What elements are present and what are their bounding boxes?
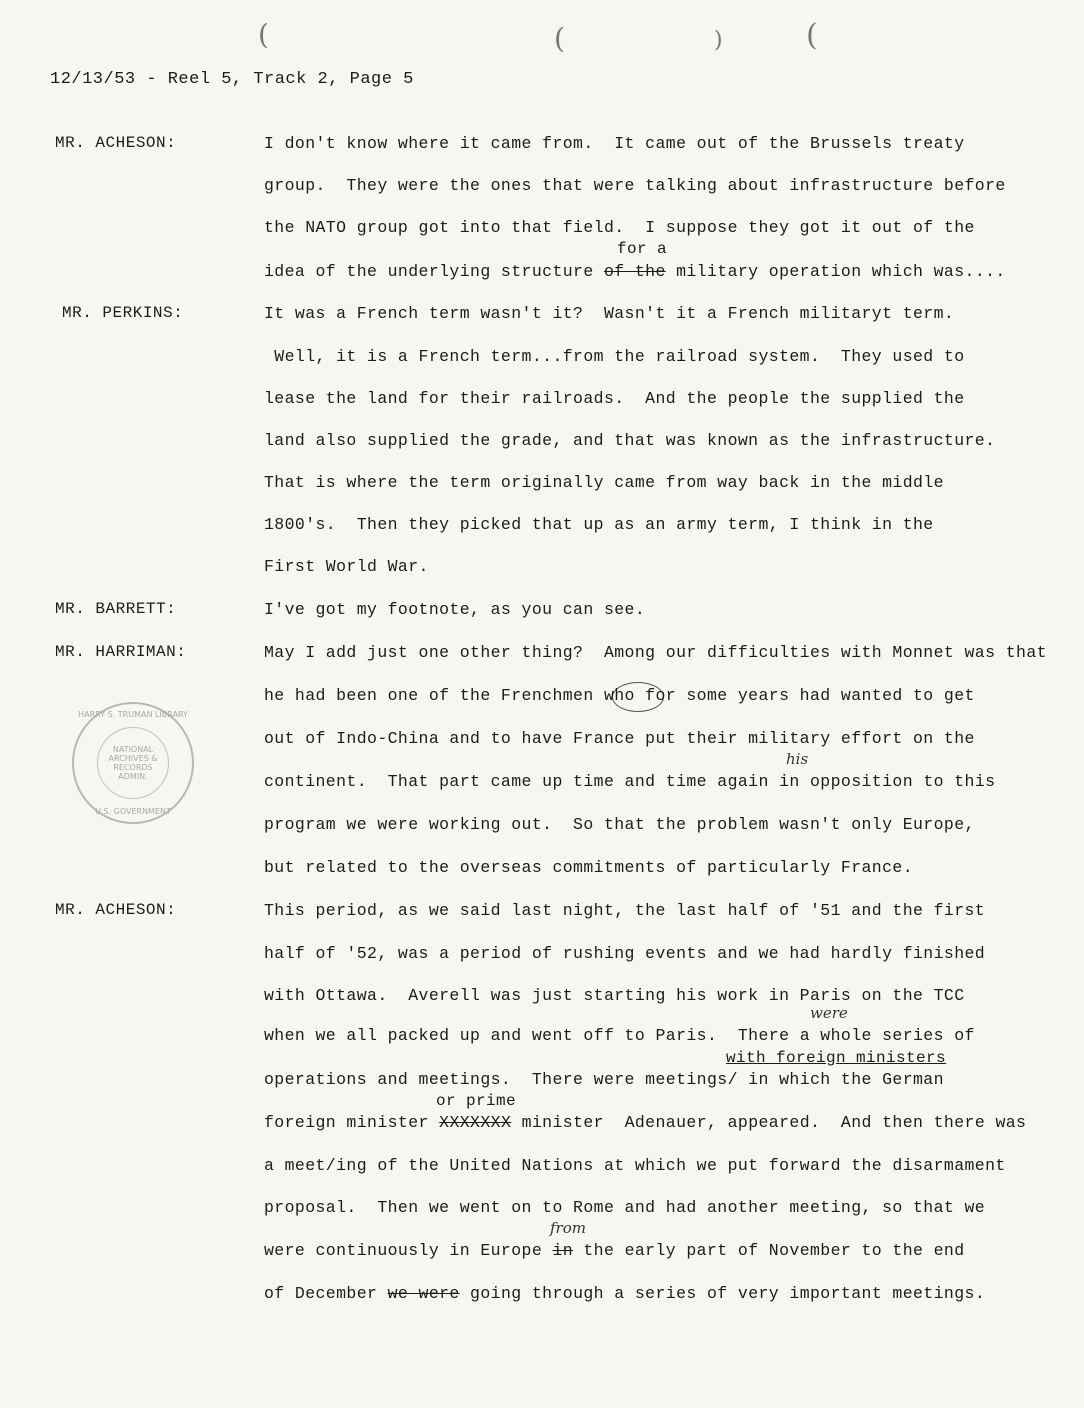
- transcript-line: proposal. Then we went on to Rome and had another meeting, so that we: [264, 1198, 986, 1217]
- line-text: continent. That part came up time and time again in: [264, 772, 810, 791]
- transcript-line: 1800's. Then they picked that up as an army term, I think in the: [264, 515, 934, 534]
- transcript-line: May I add just one other thing? Among our difficulties with Monnet was that: [264, 643, 1047, 662]
- line-text: opposition to this: [810, 772, 996, 791]
- handwritten-insertion: his: [786, 750, 809, 768]
- handwritten-insertion: were: [810, 1004, 848, 1022]
- typed-insertion: with foreign ministers: [726, 1049, 947, 1067]
- transcript-line: It was a French term wasn't it? Wasn't it a French militaryt term.: [264, 304, 955, 323]
- handwritten-insertion: from: [550, 1219, 586, 1237]
- transcript-line: half of '52, was a period of rushing events and we had hardly finished: [264, 944, 986, 963]
- archive-stamp: [72, 702, 194, 824]
- line-text: when we all packed up and went off to Paris. There: [264, 1026, 790, 1045]
- transcript-line: I've got my footnote, as you can see.: [264, 600, 646, 619]
- line-text: / in which the German: [727, 1070, 944, 1089]
- transcript-line: but related to the overseas commitments of particularly France.: [264, 858, 914, 877]
- transcript-line: land also supplied the grade, and that was known as the infrastructure.: [264, 431, 996, 450]
- line-text: were continuously in Europe: [264, 1241, 553, 1260]
- transcript-line: [264, 1284, 985, 1303]
- line-text: the early part of November to the end: [573, 1241, 965, 1260]
- speaker-label: MR. ACHESON:: [55, 134, 177, 152]
- punch-mark: (: [806, 18, 818, 53]
- speaker-label: MR. PERKINS:: [62, 304, 184, 322]
- transcript-line: I don't know where it came from. It came out of the Brussels treaty: [264, 134, 965, 153]
- stamp-center-text: NATIONAL ARCHIVES & RECORDS ADMIN.: [108, 745, 158, 781]
- line-text: going through a series of very important meetings.: [459, 1284, 986, 1303]
- struck-text: in: [552, 1241, 574, 1260]
- transcript-line: [264, 1026, 975, 1045]
- typed-insertion: for a: [617, 240, 668, 258]
- speaker-label: MR. ACHESON:: [55, 901, 177, 919]
- speaker-label: MR. HARRIMAN:: [55, 643, 187, 661]
- transcript-line: That is where the term originally came from way back in the middle: [264, 473, 944, 492]
- transcript-line: First World War.: [264, 557, 429, 576]
- transcript-line: [264, 1070, 944, 1089]
- transcript-line: program we were working out. So that the problem wasn't only Europe,: [264, 815, 975, 834]
- line-text: foreign minister: [264, 1113, 440, 1132]
- transcript-line: [264, 1241, 965, 1260]
- stamp-bottom-text: U.S. GOVERNMENT: [95, 807, 171, 816]
- transcript-line: Well, it is a French term...from the railroad system. They used to: [264, 347, 965, 366]
- line-text: a whole series of: [789, 1026, 975, 1045]
- line-text: military operation which was....: [665, 262, 1006, 281]
- transcript-line: [264, 262, 1006, 281]
- line-text: of December: [264, 1284, 388, 1303]
- speaker-label: MR. BARRETT:: [55, 600, 177, 618]
- transcript-line: he had been one of the Frenchmen who for some years had wanted to get: [264, 686, 975, 705]
- transcript-line: with Ottawa. Averell was just starting his work in Paris on the TCC: [264, 986, 965, 1005]
- punch-mark: (: [258, 18, 269, 51]
- page-header: 12/13/53 - Reel 5, Track 2, Page 5: [50, 70, 414, 89]
- stamp-top-text: HARRY S. TRUMAN LIBRARY: [78, 710, 188, 719]
- transcript-line: This period, as we said last night, the last half of '51 and the first: [264, 901, 986, 920]
- struck-text: we were: [387, 1284, 460, 1303]
- line-text: minister Adenauer, appeared. And then there was: [511, 1113, 1027, 1132]
- transcript-line: lease the land for their railroads. And the people the supplied the: [264, 389, 965, 408]
- struck-text: of the: [603, 262, 666, 281]
- punch-mark: ): [714, 28, 723, 53]
- typed-insertion: or prime: [436, 1092, 517, 1110]
- transcript-line: group. They were the ones that were talking about infrastructure before: [264, 176, 1006, 195]
- transcript-line: out of Indo-China and to have France put their military effort on the: [264, 729, 975, 748]
- line-text: operations and meetings. There were meetings: [264, 1070, 728, 1089]
- transcript-line: a meet/ing of the United Nations at which we put forward the disarmament: [264, 1156, 1006, 1175]
- stamp-center: [97, 727, 169, 799]
- transcript-line: [264, 1113, 1026, 1132]
- transcript-line: [264, 772, 995, 791]
- transcript-line: the NATO group got into that field. I suppose they got it out of the: [264, 218, 975, 237]
- punch-mark: (: [554, 22, 565, 55]
- line-text: idea of the underlying structure: [264, 262, 604, 281]
- struck-text: XXXXXXX: [439, 1113, 512, 1132]
